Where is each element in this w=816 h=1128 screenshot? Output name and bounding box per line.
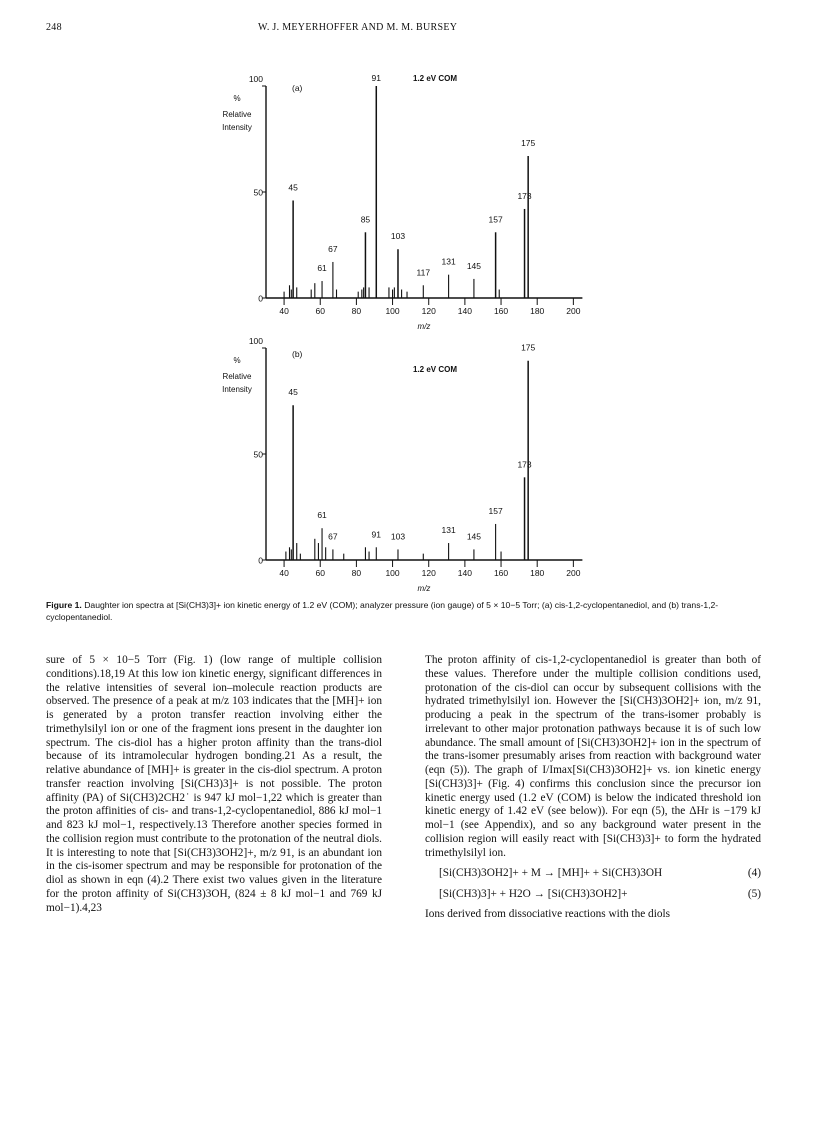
peak-label: 173 [517,459,532,470]
y-axis-label-intensity: Intensity [222,385,252,394]
equation-4-body: [Si(CH3)3OH2]+ + M → [MH]+ + Si(CH3)3OH [439,867,663,880]
peak-label: 145 [466,531,482,542]
x-axis-label: m/z [417,584,431,593]
page-number: 248 [46,22,62,33]
y-tick-label: 100 [248,336,263,346]
x-tick-label: 120 [421,306,436,316]
x-tick-label: 180 [530,568,545,578]
y-axis-label-percent: % [233,356,241,365]
panel-label: (b) [292,349,303,359]
energy-annotation: 1.2 eV COM [413,74,458,83]
peak-label: 131 [441,256,456,267]
peak-label: 131 [441,525,456,536]
y-tick-label: 0 [258,555,263,566]
x-tick-label: 180 [530,306,545,316]
body-right-column [425,654,761,922]
peak-label: 175 [521,137,536,148]
equation-4-number: (4) [747,867,761,880]
peak-label: 67 [328,243,338,254]
y-axis-label-relative: Relative [222,110,252,119]
peak-label: 117 [416,267,431,278]
running-head: W. J. MEYERHOFFER AND M. M. BURSEY [258,22,458,33]
x-tick-label: 60 [315,568,325,578]
x-tick-label: 160 [493,306,509,316]
y-axis-label-relative: Relative [222,372,252,381]
x-tick-label: 60 [315,306,325,316]
peak-label: 145 [466,260,482,271]
peak-label: 175 [521,342,536,353]
y-axis-label-percent: % [233,94,241,103]
peak-label: 85 [360,214,371,225]
peak-label: 45 [288,387,298,398]
y-tick-label: 50 [253,449,263,460]
x-tick-label: 100 [385,568,400,578]
spectrum-panel-a [222,73,582,331]
y-tick-label: 0 [258,293,263,304]
y-tick-label: 100 [248,74,263,84]
peak-label: 157 [488,214,503,225]
peak-label: 157 [488,505,503,516]
x-tick-label: 140 [457,568,472,578]
peak-label: 61 [317,510,327,521]
x-tick-label: 200 [566,306,581,316]
peak-label: 67 [328,531,338,542]
caption-text: Daughter ion spectra at [Si(CH3)3]+ ion kinetic energy of 1.2 eV (COM); analyzer pressure (ion gauge) of 5 × 10−5 Torr; (a) cis-1,2-cyclopentanediol, and (b) trans-1,2-cyclopentanediol. [46,600,719,622]
x-tick-label: 160 [493,568,509,578]
spectrum-panel-b [222,336,582,593]
x-tick-label: 80 [351,568,362,578]
peak-label: 103 [390,531,406,542]
x-tick-label: 120 [421,568,436,578]
x-tick-label: 80 [351,306,362,316]
equation-5 [425,888,761,902]
peak-label: 91 [371,529,382,540]
figure-caption [46,600,770,623]
equation-4 [425,867,761,881]
y-axis-label-intensity: Intensity [222,123,252,132]
x-tick-label: 140 [457,306,472,316]
y-tick-label: 50 [253,187,263,198]
equation-5-number: (5) [747,888,761,900]
body-left-column [46,654,382,915]
panel-label: (a) [292,83,303,93]
left-column-text: sure of 5 × 10−5 Torr (Fig. 1) (low range of multiple collision conditions).18,19 At this low ion kinetic energy, significant differences in the relative intensities of several ion–molecule reaction products are observed. The presence of a peak at m/z 103 indicates that the [MH]+ ion is generated by a proton transfer reaction involving either the trimethylsilyl ion or one of the fragment ions present in the daughter ion spectrum. The cis-diol has a higher proton affinity than the trans-diol because of its intramolecular hydrogen bonding.21 As a result, the relative abundance of [MH]+ is greater in the cis-diol spectrum. A proton transfer reaction involving [Si(CH3)3]+ is not possible. The proton affinity (PA) of Si(CH3)2CH2˙ is 947 kJ mol−1,22 which is greater than the proton affinities of cis- and trans-1,2-cyclopentanediol, 886 kJ mol−1 and 823 kJ mol−1, respectively.13 Therefore another species formed in the collision region must contribute to the protonation of the neutral diols. It is interesting to note that [Si(CH3)3OH2]+, m/z 91, is an abundant ion in the cis-isomer spectrum and may be responsible for protonation of the diol as shown in eqn (4).2 There exist two values given in the literature for the proton affinity of Si(CH3)3OH, (824 ± 8 kJ mol−1 and 769 kJ mol−1).4,23 [46,654,382,914]
right-column-end-text: Ions derived from dissociative reactions with the diols [425,907,671,920]
peak-label: 91 [371,73,382,83]
x-axis-label: m/z [417,322,431,331]
peak-label: 45 [288,182,298,193]
x-tick-label: 40 [279,568,289,578]
energy-annotation: 1.2 eV COM [413,365,458,374]
peak-label: 103 [390,231,406,242]
x-tick-label: 200 [566,568,581,578]
x-tick-label: 40 [279,306,289,316]
right-column-text: The proton affinity of cis-1,2-cyclopentanediol is greater than both of these values. Therefore under the multiple collision conditions used, protonation of the cis-diol can occur by subsequent collisions with the hydrated trimethylsilyl ion. However the [Si(CH3)3OH2]+ ion, m/z 91, producing a peak in the spectrum of the trans-isomer probably is irrelevant to other major protonation pathways because it is of such low abundance. The small amount of [Si(CH3)3OH2]+ ion in the spectrum of the trans-isomer presumably arises from reaction with background water (eqn (5)). The graph of I/Imax[Si(CH3)3OH2]+ vs. ion kinetic energy [Si(CH3)3]+ (Fig. 4) confirms this conclusion since the precursor ion kinetic energy used (1.2 eV (COM) is below the indicated threshold ion kinetic energy of 1.42 eV (see below)). For eqn (5), the ΔHr is −179 kJ mol−1 (see Appendix), and so any background water present in the collision region will easily react with [Si(CH3)3]+ to form the hydrated trimethylsilyl ion. [425,654,761,859]
peak-label: 173 [517,190,532,201]
equation-5-body: [Si(CH3)3]+ + H2O → [Si(CH3)3OH2]+ [439,888,628,900]
caption-label: Figure 1. [46,600,82,610]
peak-label: 61 [317,263,327,274]
x-tick-label: 100 [385,306,400,316]
